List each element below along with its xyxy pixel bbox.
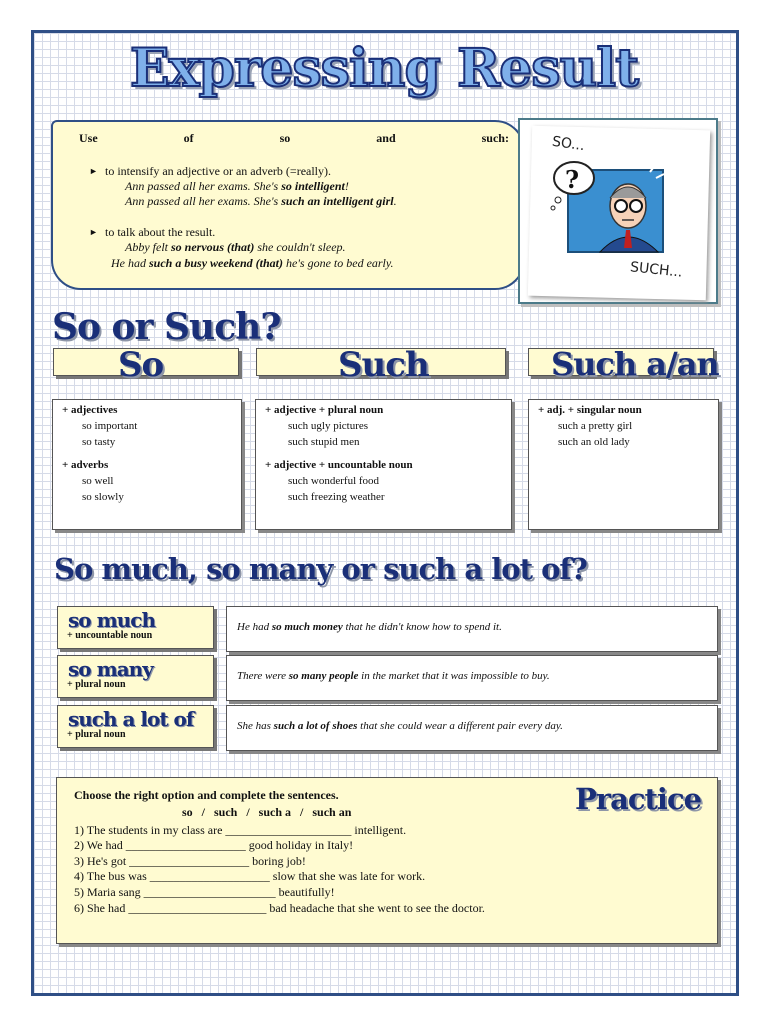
use-word: of (183, 131, 194, 145)
such-a-lot-of-tag (57, 705, 214, 748)
intro-box (51, 120, 525, 290)
such-a-an-label: Such a/an (551, 345, 719, 383)
use-word: Use (79, 131, 98, 145)
usage-line: + adj. + singular noun (538, 404, 642, 416)
arrow-bullet-icon: ► (89, 227, 98, 237)
practice-sentence: 6) She had _______________________ bad headache that she went to see the doctor. (74, 901, 485, 915)
example-sentence: He had so much money that he didn't know how to spend it. (237, 621, 502, 633)
practice-sentence: 3) He's got ____________________ boring job! (74, 854, 306, 868)
point2-text: to talk about the result. (105, 225, 216, 239)
point1-example2: Ann passed all her exams. She's such an intelligent girl. (125, 194, 397, 208)
page-title: Expressing Result (129, 38, 639, 99)
so-text: SO... (551, 133, 586, 155)
usage-line: + adverbs (62, 459, 109, 471)
usage-line: such wonderful food (288, 475, 380, 487)
use-word: such: (481, 131, 509, 145)
usage-line: such freezing weather (288, 491, 385, 503)
so-much-tag (57, 606, 214, 649)
practice-heading: Practice (575, 782, 702, 816)
practice-instruction: Choose the right option and complete the sentences. (74, 788, 339, 802)
usage-line: so important (82, 420, 138, 432)
tag-sub: + plural noun (67, 729, 126, 740)
usage-line: so well (82, 475, 114, 487)
usage-line: such a pretty girl (558, 420, 633, 432)
usage-line: + adjective + plural noun (265, 404, 384, 416)
usage-line: so tasty (82, 436, 116, 448)
practice-sentence: 5) Maria sang ______________________ beautifully! (74, 885, 335, 899)
tag-label: such a lot of (68, 707, 194, 731)
usage-line: such an old lady (558, 436, 630, 448)
practice-sentence: 1) The students in my class are _____________________ intelligent. (74, 823, 407, 837)
usage-line: so slowly (82, 491, 124, 503)
point2-example1: Abby felt so nervous (that) she couldn't sleep. (125, 240, 346, 254)
such-usage-box (255, 399, 512, 530)
svg-text:?: ? (565, 165, 580, 194)
tag-sub: + uncountable noun (67, 630, 153, 641)
use-word: and (376, 131, 396, 145)
usage-line: such stupid men (288, 436, 360, 448)
point1-example1: Ann passed all her exams. She's so intelligent! (125, 179, 349, 193)
so-many-example-box (226, 655, 718, 701)
use-line (79, 131, 509, 146)
tag-label: so much (68, 608, 155, 632)
example-sentence: She has such a lot of shoes that she could wear a different pair every day. (237, 720, 563, 732)
usage-line: such ugly pictures (288, 420, 369, 432)
such-label: Such (338, 345, 429, 385)
such-a-an-usage-box (528, 399, 719, 530)
point1-text: to intensify an adjective or an adverb (=really). (105, 164, 332, 178)
use-word: so (279, 131, 291, 145)
so-much-heading: So much, so many or such a lot of? (54, 552, 587, 586)
such-a-lot-of-example-box (226, 705, 718, 751)
so-many-tag (57, 655, 214, 698)
so-label: So (118, 345, 164, 385)
such-text: SUCH... (629, 259, 684, 281)
tag-label: so many (68, 657, 153, 681)
arrow-bullet-icon: ► (89, 166, 98, 176)
so-or-such-heading: So or Such? (52, 306, 281, 348)
usage-line: + adjectives (62, 404, 118, 416)
example-sentence: There were so many people in the market that it was impossible to buy. (237, 670, 550, 682)
tag-sub: + plural noun (67, 679, 126, 690)
practice-sentence: 2) We had ____________________ good holiday in Italy! (74, 838, 354, 852)
illustration-thinking-man (518, 118, 718, 304)
practice-sentence: 4) The bus was ____________________ slow that she was late for work. (74, 869, 426, 883)
usage-line: + adjective + uncountable noun (265, 459, 413, 471)
so-much-example-box (226, 606, 718, 652)
thinking-man-icon (548, 158, 698, 258)
point2-example2: He had such a busy weekend (that) he's gone to bed early. (111, 256, 394, 270)
practice-options: so / such / such a / such an (182, 805, 352, 819)
so-usage-box (52, 399, 242, 530)
